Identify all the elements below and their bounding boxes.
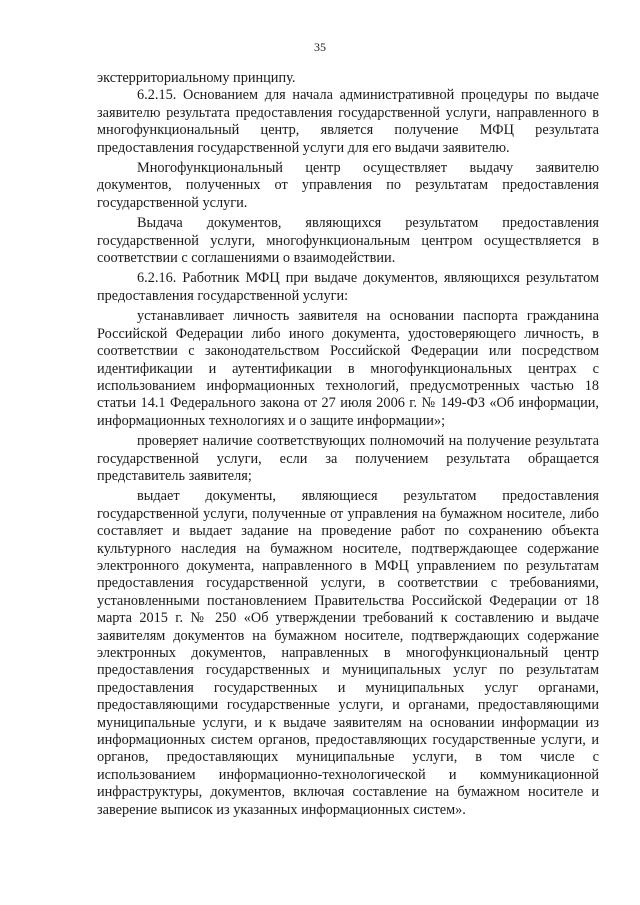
page-number: 35 (314, 40, 326, 54)
paragraph-mfc-issues: Многофункциональный центр осуществляет выдачу заявителю документов, полученных от управления по результатам предоставления государственной услуги. (97, 160, 599, 211)
paragraph-identity-check: устанавливает личность заявителя на основании паспорта гражданина Российской Федерации либо иного документа, удостоверяющего личность, в соответствии с законодательством Российской Федерации или посредством идентификации и аутентификации в многофункциональных центрах с использованием информационных технологий, предусмотренных частью 18 статьи 14.1 Федерального закона от 27 июля 2006 г. № 149-ФЗ «Об информации, информационных технологиях и о защите информации»; (97, 308, 599, 429)
paragraph-authority-check: проверяет наличие соответствующих полномочий на получение результата государственной услуги, если за получением результата обращается представитель заявителя; (97, 433, 599, 484)
paragraph-6-2-16: 6.2.16. Работник МФЦ при выдаче документов, являющихся результатом предоставления государственной услуги: (97, 270, 599, 304)
paragraph-document-issuance: выдает документы, являющиеся результатом предоставления государственной услуги, полученные от управления на бумажном носителе, либо составляет и выдает задание на проведение работ по сохранению объекта культурного наследия на бумажном носителе, подтверждающее содержание электронного документа, направленного в МФЦ управлением по результатам предоставления государственной услуги, в соответствии с требованиями, установленными постановлением Правительства Российской Федерации от 18 марта 2015 г. № 250 «Об утверждении требований к составлению и выдаче заявителям документов на бумажном носителе, подтверждающих содержание электронных документов, направленных в многофункциональный центр предоставления государственных и муниципальных услуг по результатам предоставления государственных и муниципальных услуг органами, предоставляющими государственные услуги, и органами, предоставляющими муниципальные услуги, и к выдаче заявителям на основании информации из информационных систем органов, предоставляющих государственные услуги, и органов, предоставляющих муниципальные услуги, в том числе с использованием информационно-технологической и коммуникационной инфраструктуры, документов, включая составление на бумажном носителе и заверение выписок из указанных информационных систем». (97, 488, 599, 818)
paragraph-issuance-agreements: Выдача документов, являющихся результатом предоставления государственной услуги, многофункциональным центром осуществляется в соответствии с соглашениями о взаимодействии. (97, 215, 599, 267)
paragraph-continuation: экстерриториальному принципу. (97, 70, 296, 86)
paragraph-6-2-15: 6.2.15. Основанием для начала административной процедуры по выдаче заявителю результата предоставления государственной услуги, направленного в многофункциональный центр, является получение МФЦ результата предоставления государственной услуги для его выдачи заявителю. (97, 87, 599, 156)
document-body (97, 70, 599, 819)
